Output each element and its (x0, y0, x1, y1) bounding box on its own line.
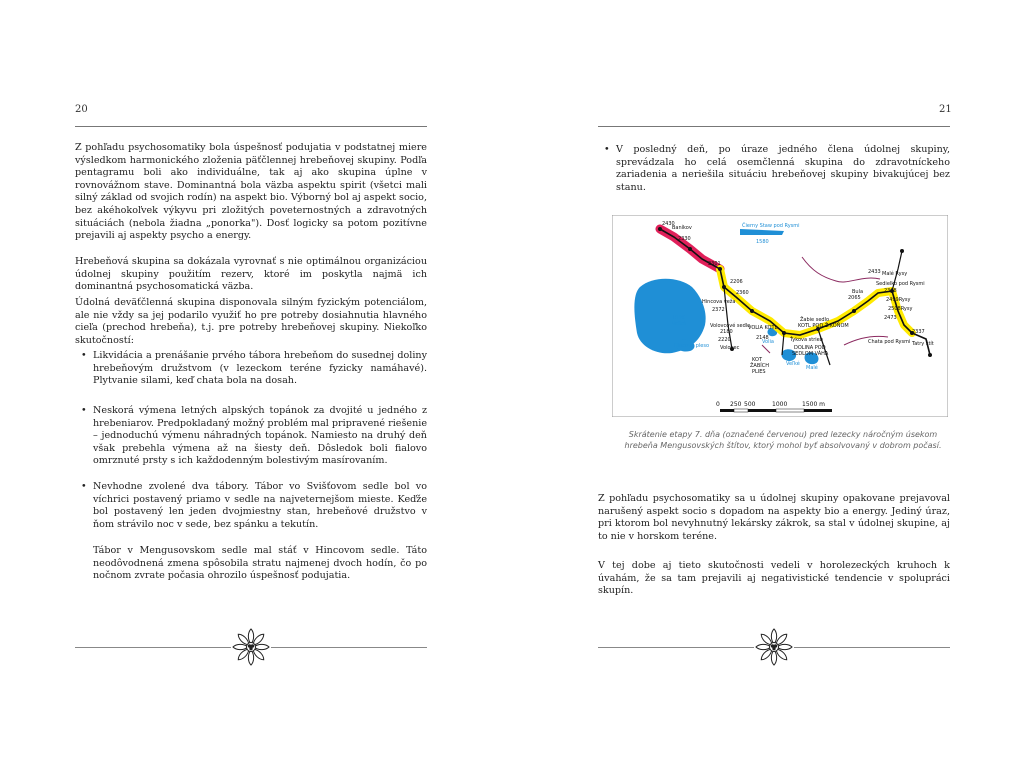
svg-text:2368: 2368 (884, 288, 897, 294)
svg-text:KOT: KOT (752, 357, 762, 363)
list-item: • Nevhodne zvolené dva tábory. Tábor vo Svišťovom sedle bol vo víchrici postavený priamo v sedle na najveternejšom mieste. Keďže bol postavený len jeden dvojmiestny stan, hrebeňové družstvo v ňom strávilo noc v sede, bez spánku a tekutín. (93, 481, 427, 531)
svg-text:Malé: Malé (806, 365, 818, 371)
svg-text:Ťykova strieb: Ťykova strieb (790, 337, 823, 343)
svg-text:250: 250 (730, 401, 742, 408)
paragraph: Hrebeňová skupina sa dokázala vyrovnať s nie optimálnou organizáciou údolnej skupiny použitím rezerv, ktoré im poskytla najmä ich dominantná psychosomatická väzba. (75, 256, 427, 293)
svg-text:KOTL POD Ž.KOŇOM: KOTL POD Ž.KOŇOM (798, 323, 849, 329)
svg-text:Volia: Volia (762, 339, 774, 345)
svg-text:Hincovo pleso: Hincovo pleso (674, 343, 710, 349)
svg-text:Veľké: Veľké (786, 361, 800, 367)
svg-text:2330: 2330 (678, 236, 691, 242)
svg-text:2473: 2473 (884, 315, 897, 321)
svg-text:Hincova veža: Hincova veža (702, 299, 736, 305)
svg-text:Volovec: Volovec (720, 345, 740, 351)
svg-text:VOLIA KOTL: VOLIA KOTL (748, 325, 778, 331)
page-number-right: 21 (939, 104, 952, 115)
svg-text:Bula: Bula (852, 289, 864, 295)
svg-text:ŽABÍCH: ŽABÍCH (750, 363, 770, 369)
svg-text:Čierny Staw pod Rysmi: Čierny Staw pod Rysmi (742, 223, 800, 229)
svg-text:Chata pod Rysmi: Chata pod Rysmi (868, 339, 911, 345)
header-rule (598, 126, 950, 127)
svg-text:2372: 2372 (712, 307, 725, 313)
svg-text:2508Rysy: 2508Rysy (888, 306, 913, 312)
svg-text:2065: 2065 (848, 295, 861, 301)
route-map (612, 215, 948, 417)
svg-text:500: 500 (744, 401, 756, 408)
svg-text:Tatry štít: Tatry štít (912, 341, 934, 347)
svg-text:Malé Rysy: Malé Rysy (882, 271, 908, 277)
svg-text:1946: 1946 (672, 315, 685, 321)
svg-text:2430: 2430 (662, 221, 675, 227)
svg-text:Volovcové sedlo: Volovcové sedlo (710, 323, 751, 329)
svg-text:2180: 2180 (720, 329, 733, 335)
svg-text:2337: 2337 (912, 329, 925, 335)
header-rule (75, 126, 427, 127)
paragraph: Údolná deväťčlenná skupina disponovala silným fyzickým potenciálom, ale nie vždy sa jej podarilo využiť ho pre potreby dosiahnutia hlavného cieľa (prechod hrebeňa), t.j. pre potreby hrebeňovej skupiny. Niekoľko skutočností: (75, 297, 427, 346)
svg-text:2499Rysy: 2499Rysy (886, 297, 911, 303)
svg-text:Sedielko pod Rysmi: Sedielko pod Rysmi (876, 281, 925, 287)
svg-text:SEDLOM VÁHA: SEDLOM VÁHA (792, 351, 829, 357)
list-item: • Likvidácia a prenášanie prvého tábora hrebeňom do susednej doliny hrebeňovým družstvom (v lezeckom teréne fyzicky namáhavé). Plytvanie silami, keď chata bola na dosah. (93, 350, 427, 388)
svg-text:2206: 2206 (730, 279, 743, 285)
figure-caption: Skrátenie etapy 7. dňa (označené červenou) pred lezecky náročným úsekom hrebeňa Mengusovských štítov, ktorý mohol byť absolvovaný v dobrom počasí. (624, 430, 942, 450)
svg-text:DOLINA POD: DOLINA POD (794, 345, 826, 351)
svg-text:1000: 1000 (772, 401, 788, 408)
svg-text:0: 0 (716, 401, 720, 408)
svg-text:Žabie sedlo: Žabie sedlo (800, 317, 830, 323)
svg-text:2360: 2360 (736, 290, 749, 296)
svg-text:1500 m: 1500 m (802, 401, 826, 408)
list-item: • V posledný deň, po úraze jedného člena údolnej skupiny, sprevádzala ho celá osemčlenná skupina do zdravotníckeho zariadenia a neriešila situáciu hrebeňovej skupiny bivakujúcej bez stanu. (616, 144, 950, 194)
svg-text:1580: 1580 (756, 239, 769, 245)
svg-text:2433: 2433 (868, 269, 881, 275)
page-number-left: 20 (75, 104, 88, 115)
list-item-continuation: Tábor v Mengusovskom sedle mal stáť v Hincovom sedle. Táto neodôvodnená zmena spôsobila stratu najmenej dvoch hodín, čo po nočnom zvrate počasia ohrozilo úspešnosť podujatia. (93, 545, 427, 582)
svg-text:2301: 2301 (708, 261, 721, 267)
edelweiss-icon (754, 627, 794, 667)
svg-text:Veľké: Veľké (672, 321, 686, 327)
list-item: • Neskorá výmena letných alpských topánok za dvojité u jedného z hrebeniarov. Predpokladaný možný problém mal pripravené riešenie – jednoduchú výmenu náhradných topánok. Namiesto na druhý deň však prebehla výmena až na šiesty deň. Dôsledok boli fialovo omrznuté prsty s ich každodenným bolestivým masírovaním. (93, 405, 427, 468)
svg-text:2148: 2148 (756, 335, 769, 341)
paragraph: Z pohľadu psychosomatiky bola úspešnosť podujatia v podstatnej miere výsledkom harmonického zloženia päťčlennej hrebeňovej skupiny. Podľa pentagramu boli ako individuálne, tak aj ako skupina úplne v rovnovážnom stave. Dominantná bola väzba aspektu spirit (všetci mali silný základ od svojich rodín) na aspekt bio. Výborný bol aj aspekt socio, bez akéhokoľvek výkyvu pri zložitých poveternostných a zdravotných situáciách (nebola žiadna „ponorka"). Dosť logicky sa potom pozitívne prejavili aj aspekty psycho a energy. (75, 142, 427, 242)
paragraph: V tej dobe aj tieto skutočnosti vedeli v horolezeckých kruhoch k úvahám, že sa tam prejavili aj negativistické tendencie v spolupráci skupín. (598, 560, 950, 597)
edelweiss-icon (231, 627, 271, 667)
svg-text:PLIES: PLIES (752, 369, 766, 375)
svg-text:2220: 2220 (718, 337, 731, 343)
right-page (512, 0, 1024, 768)
paragraph: Z pohľadu psychosomatiky sa u údolnej skupiny opakovane prejavoval narušený aspekt socio s dopadom na aspekty bio a energy. Jediný úraz, pri ktorom bol nevyhnutný lekársky zákrok, sa stal v údolnej skupine, aj to nie v horskom teréne. (598, 493, 950, 542)
scale-bar (716, 401, 832, 412)
svg-text:Baníkov: Baníkov (672, 225, 692, 231)
